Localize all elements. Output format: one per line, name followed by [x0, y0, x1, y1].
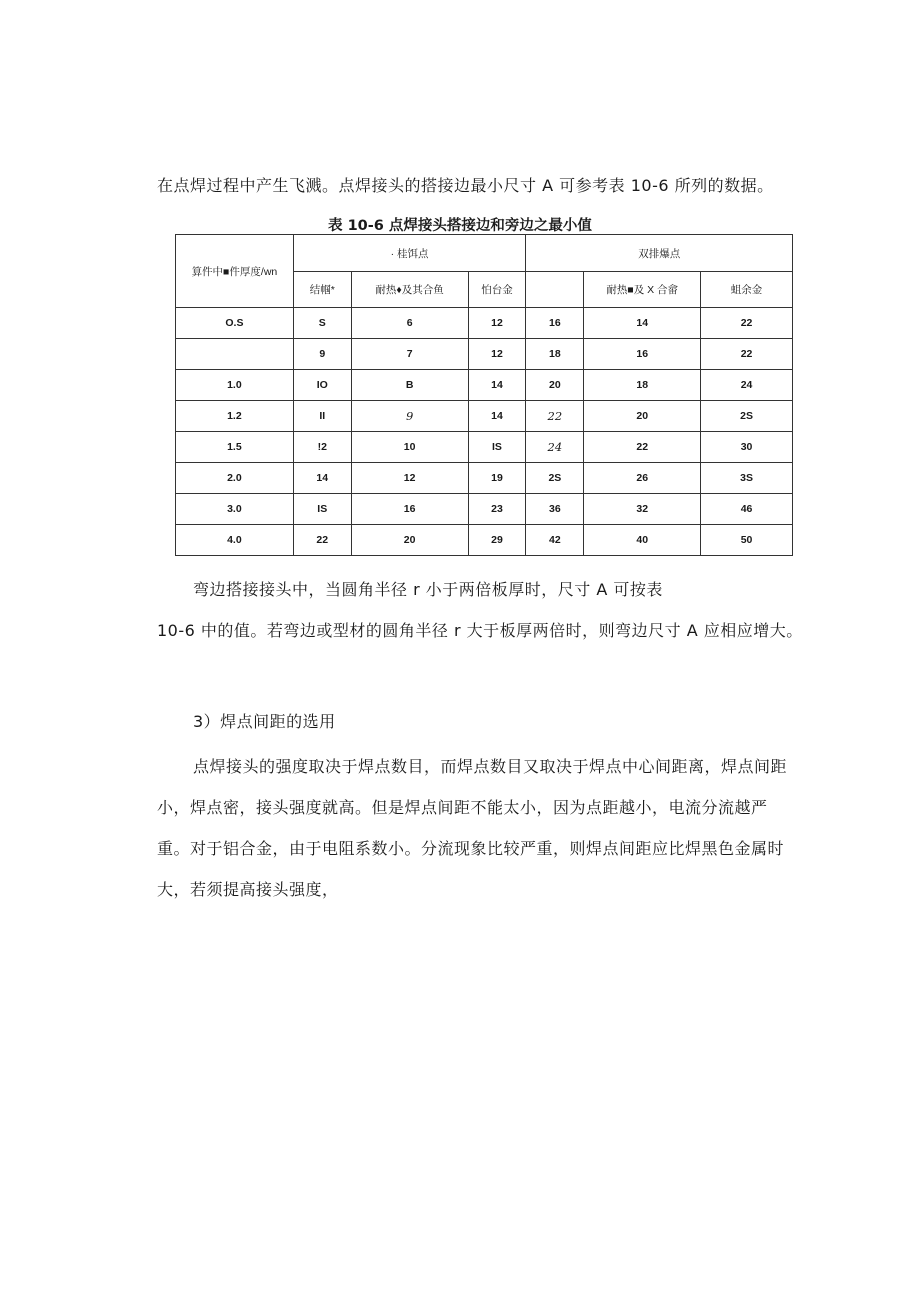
table-cell: 24 — [701, 370, 793, 401]
table-cell: 20 — [526, 370, 584, 401]
table-cell: 23 — [468, 494, 526, 525]
table-cell: 3.0 — [176, 494, 294, 525]
table-cell: 20 — [351, 525, 468, 556]
table-cell: 2.0 — [176, 463, 294, 494]
table-cell: 14 — [293, 463, 351, 494]
table-cell: IO — [293, 370, 351, 401]
table-cell: O.S — [176, 308, 294, 339]
table-cell: II — [293, 401, 351, 432]
section-heading: 3）焊点间距的选用 — [193, 712, 336, 731]
header-double-row: 双排爆点 — [526, 235, 793, 272]
table-cell: 36 — [526, 494, 584, 525]
table-cell: 4.0 — [176, 525, 294, 556]
table-row — [176, 463, 793, 494]
table-cell: S — [293, 308, 351, 339]
table-row — [176, 525, 793, 556]
table-cell: !2 — [293, 432, 351, 463]
table-cell: 22 — [701, 308, 793, 339]
table-cell: 12 — [468, 308, 526, 339]
table-cell: IS — [468, 432, 526, 463]
intro-text: 在点焊过程中产生飞溅。点焊接头的搭接边最小尺寸 A 可参考表 10-6 所列的数据。 — [157, 176, 774, 195]
table-cell: 29 — [468, 525, 526, 556]
paragraph-2-line-2: 小，焊点密，接头强度就高。但是焊点间距不能太小，因为点距越小，电流分流越严 — [157, 798, 768, 817]
table-cell: 50 — [701, 525, 793, 556]
table-cell: 3S — [701, 463, 793, 494]
table-cell: 16 — [351, 494, 468, 525]
table-cell: 20 — [584, 401, 701, 432]
table-cell: 14 — [468, 401, 526, 432]
table-cell: 46 — [701, 494, 793, 525]
table-cell: 7 — [351, 339, 468, 370]
table-cell: 12 — [468, 339, 526, 370]
table-cell: 32 — [584, 494, 701, 525]
table-cell: 22 — [584, 432, 701, 463]
table-cell: 6 — [351, 308, 468, 339]
table-cell: 19 — [468, 463, 526, 494]
table-cell: 9 — [351, 401, 468, 432]
table-cell: 22 — [293, 525, 351, 556]
table-cell: 42 — [526, 525, 584, 556]
table-row — [176, 432, 793, 463]
table-cell: 12 — [351, 463, 468, 494]
paragraph-2-line-4: 大，若须提高接头强度， — [157, 880, 339, 899]
table-header-row-1 — [176, 235, 793, 272]
table-cell: 18 — [526, 339, 584, 370]
table-row — [176, 370, 793, 401]
table-cell: 26 — [584, 463, 701, 494]
table-cell: 14 — [468, 370, 526, 401]
table-cell: 24 — [526, 432, 584, 463]
table-cell: 22 — [701, 339, 793, 370]
table-row — [176, 339, 793, 370]
table-cell: 1.2 — [176, 401, 294, 432]
table-row — [176, 401, 793, 432]
table-row — [176, 308, 793, 339]
table-cell: 10 — [351, 432, 468, 463]
table-cell — [176, 339, 294, 370]
table-cell: 18 — [584, 370, 701, 401]
table-cell: 2S — [526, 463, 584, 494]
table-cell: 30 — [701, 432, 793, 463]
subheader-cell — [526, 272, 584, 308]
table-row — [176, 494, 793, 525]
table-cell: 40 — [584, 525, 701, 556]
header-single-row: · 桂饵点 — [293, 235, 526, 272]
table-cell: 14 — [584, 308, 701, 339]
subheader-cell: 结帼* — [293, 272, 351, 308]
subheader-cell: 蛆余金 — [701, 272, 793, 308]
table-cell: 2S — [701, 401, 793, 432]
paragraph-2-line-3: 重。对于铝合金，由于电阻系数小。分流现象比较严重，则焊点间距应比焊黑色金属时 — [157, 839, 785, 858]
table-cell: 1.0 — [176, 370, 294, 401]
subheader-cell: 耐热■及 X 合畲 — [584, 272, 701, 308]
table-cell: 9 — [293, 339, 351, 370]
table-cell: B — [351, 370, 468, 401]
paragraph-2-line-1: 点焊接头的强度取决于焊点数目，而焊点数目又取决于焊点中心间距离，焊点间距 — [193, 757, 788, 776]
table-cell: 16 — [526, 308, 584, 339]
min-lap-edge-table — [175, 234, 793, 556]
table-cell: 1.5 — [176, 432, 294, 463]
subheader-cell: 耐热♦及其合鱼 — [351, 272, 468, 308]
table-cell: 16 — [584, 339, 701, 370]
subheader-cell: 怕台金 — [468, 272, 526, 308]
paragraph-1-line-1: 弯边搭接接头中，当圆角半径 r 小于两倍板厚时，尺寸 A 可按表 — [193, 580, 663, 599]
table-cell: IS — [293, 494, 351, 525]
header-thickness: 算件中■件厚度/wn — [176, 235, 294, 308]
table-cell: 22 — [526, 401, 584, 432]
paragraph-1-line-2: 10-6 中的值。若弯边或型材的圆角半径 r 大于板厚两倍时，则弯边尺寸 A 应相应增大。 — [157, 621, 803, 640]
table-caption: 表 10-6 点焊接头搭接边和旁边之最小值 — [328, 218, 592, 234]
